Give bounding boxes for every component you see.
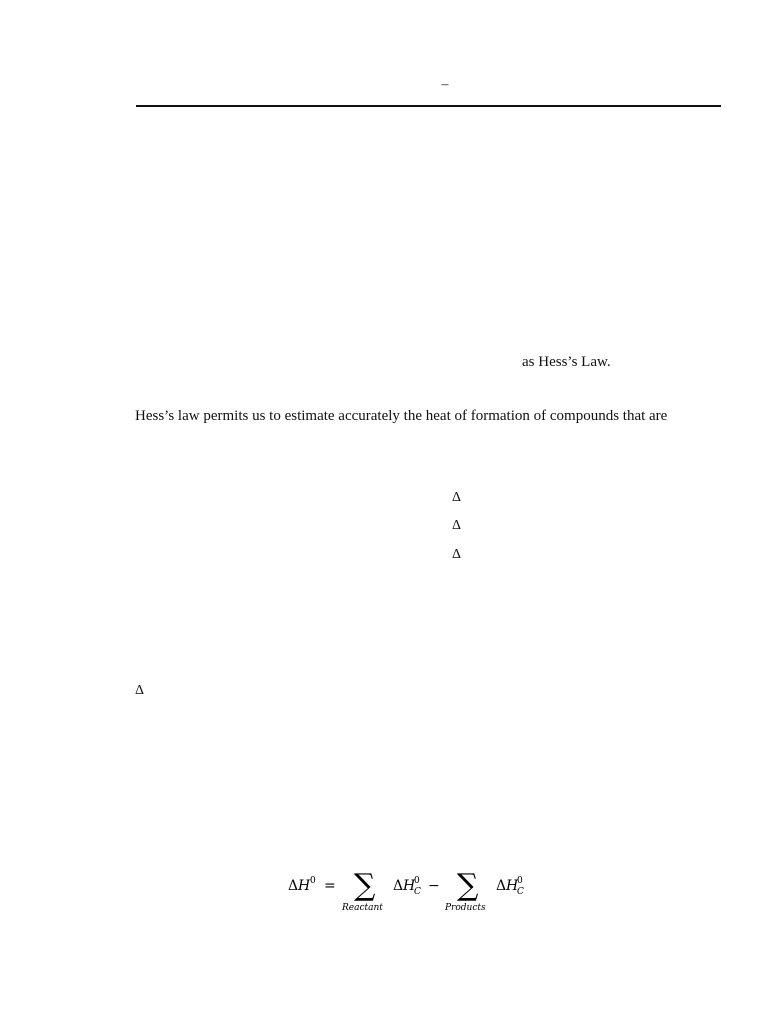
equals-sign: = [324, 878, 336, 894]
minus-sign: − [428, 878, 440, 894]
delta-symbol: Δ [452, 547, 462, 562]
sum-products-label: Products [445, 903, 486, 913]
term1-delta: Δ [393, 878, 404, 894]
formula-svg [288, 864, 538, 920]
sum-symbol: ∑ [354, 868, 376, 903]
header-rule [136, 105, 721, 107]
term1-sup: 0 [414, 876, 420, 886]
term1-var: H [403, 878, 416, 894]
lhs-var: H [298, 878, 311, 894]
delta-symbol: Δ [452, 490, 462, 505]
hess-law-text: as Hess’s Law. [522, 354, 611, 370]
term2-var: H [506, 878, 519, 894]
delta-symbol: Δ [135, 683, 145, 698]
header-mark: – [441, 77, 449, 92]
term2-sup: 0 [517, 876, 523, 886]
hess-law-formula [288, 864, 538, 920]
term2-sub: C [517, 887, 524, 897]
term2-delta: Δ [496, 878, 507, 894]
delta-symbol: Δ [452, 518, 462, 533]
paragraph-line: Hess’s law permits us to estimate accurately the heat of formation of compounds that are [135, 408, 668, 424]
term1-sub: C [414, 887, 421, 897]
lhs-delta: Δ [288, 878, 299, 894]
sum-reactant-label: Reactant [342, 903, 383, 913]
sum-symbol: ∑ [457, 868, 479, 903]
lhs-sup: 0 [310, 876, 316, 886]
